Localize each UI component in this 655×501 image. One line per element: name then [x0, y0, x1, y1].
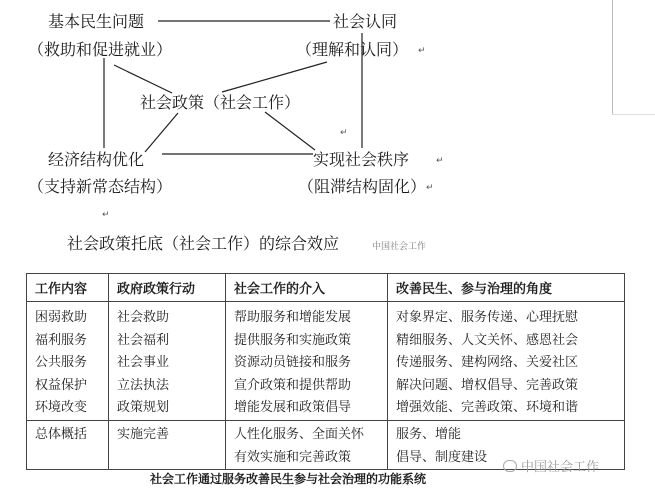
- para-mark: ↵: [102, 210, 110, 220]
- node-bottom-left-title: 经济结构优化: [48, 150, 145, 169]
- cell-line: 人性化服务、全面关怀: [234, 426, 365, 442]
- cell-line: 实施完善: [117, 426, 170, 442]
- cell-line: 公共服务: [35, 355, 88, 371]
- watermark-large: [503, 456, 599, 475]
- para-mark: ↵: [426, 183, 434, 193]
- cell-line: 解决问题、增权倡导、完善政策: [396, 377, 579, 393]
- cell-line: 增强效能、完善政策、环境和谐: [396, 400, 579, 416]
- cell-line: 服务、增能: [396, 426, 462, 442]
- header-cell: 政府政策行动: [109, 274, 226, 302]
- cell-line: 帮助服务和增能发展: [234, 310, 352, 325]
- para-mark: ↵: [340, 128, 348, 138]
- connector-center-to-bottom-right: [265, 112, 315, 150]
- header-cell: 社会工作的介入: [226, 274, 388, 302]
- node-bottom-right-sub: （阻滞结构固化）: [298, 177, 427, 196]
- cell-line: 精细服务、人文关怀、感恩社会: [396, 332, 579, 348]
- table-header-row: [27, 274, 625, 302]
- node-top-right-title: 社会认同: [333, 12, 398, 31]
- diagram-caption: 社会政策托底（社会工作）的综合效应: [67, 234, 340, 253]
- wechat-logo-icon: [503, 460, 517, 472]
- cell-line: 福利服务: [35, 332, 88, 348]
- cell-line: 对象界定、服务传递、心理抚慰: [396, 310, 579, 325]
- cell-line: 社会救助: [117, 310, 170, 325]
- watermark-label: 中国社会工作: [521, 460, 600, 475]
- cell-line: 倡导、制度建设: [396, 449, 488, 465]
- connector-center-to-top-right: [222, 62, 327, 92]
- node-top-right-sub: （理解和认同）: [296, 40, 409, 59]
- cell-line: 有效实施和完善政策: [234, 449, 352, 465]
- cell-line: 困弱救助: [35, 310, 88, 325]
- cell-line: 总体概括: [35, 426, 88, 442]
- cell-line: 环境改变: [35, 400, 88, 416]
- cell-line: 社会事业: [117, 355, 170, 371]
- connector-top-left-to-center: [114, 65, 172, 93]
- table-caption: 社会工作通过服务改善民生参与社会治理的功能系统: [150, 472, 427, 486]
- cell-line: 传递服务、建构网络、关爱社区: [396, 355, 579, 371]
- cell-line: 宣介政策和提供帮助: [234, 377, 352, 393]
- para-mark: ↵: [436, 156, 444, 166]
- para-mark: ↵: [418, 46, 426, 56]
- header-cell: 工作内容: [27, 274, 109, 302]
- table-row: [27, 302, 625, 421]
- cell-line: 社会福利: [117, 332, 170, 348]
- table-cell: [226, 302, 388, 421]
- node-top-left-title: 基本民生问题: [48, 12, 145, 31]
- table-cell: [27, 420, 109, 469]
- table-cell: [388, 302, 625, 421]
- table-cell: [226, 420, 388, 469]
- cell-line: 权益保护: [35, 377, 88, 393]
- cell-line: 立法执法: [117, 377, 170, 393]
- cell-line: 政策规划: [117, 400, 170, 416]
- node-top-left-sub: （救助和促进就业）: [28, 40, 173, 59]
- function-table: [26, 273, 625, 470]
- node-bottom-right-title: 实现社会秩序: [313, 150, 410, 169]
- cell-line: 提供服务和实施政策: [234, 332, 352, 348]
- watermark-small: 中国社会工作: [372, 242, 427, 252]
- node-center: 社会政策（社会工作）: [140, 93, 301, 112]
- cell-line: 增能发展和政策倡导: [234, 400, 352, 416]
- table-cell: [109, 420, 226, 469]
- cell-line: 资源动员链接和服务: [234, 355, 352, 371]
- node-bottom-left-sub: （支持新常态结构）: [28, 177, 173, 196]
- header-cell: 改善民生、参与治理的角度: [388, 274, 625, 302]
- connector-center-to-bottom-left: [145, 113, 178, 152]
- table-cell: [27, 302, 109, 421]
- table-cell: [109, 302, 226, 421]
